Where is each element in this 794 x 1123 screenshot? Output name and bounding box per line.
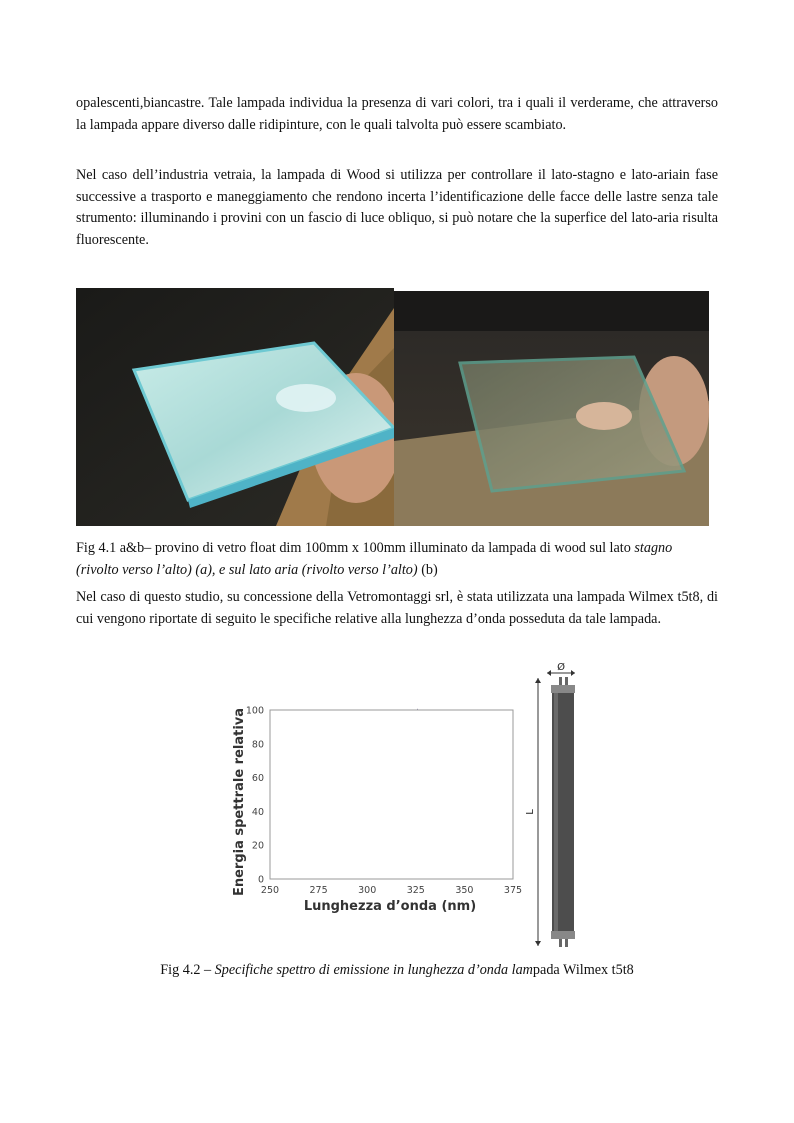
- x-tick-label: 300: [358, 885, 377, 896]
- x-tick-label: 325: [406, 885, 425, 896]
- paragraph-1: opalescenti,biancastre. Tale lampada individua la presenza di vari colori, tra i quali il verderame, che attraverso la lampada appare diverso dalle ridipinture, con le quali talvolta può essere scambiato.: [76, 95, 718, 133]
- paragraph-3: Nel caso di questo studio, su concessione della Vetromontaggi srl, è stata utilizzata una lampada Wilmex t5t8, di cui vengono riportate di seguito le specifiche relative alla lunghezza d’onda posseduta da tale lampada.: [76, 589, 718, 627]
- x-axis-label: Lunghezza d’onda (nm): [303, 899, 477, 914]
- plot-frame: [270, 710, 513, 879]
- x-tick-label: 250: [260, 885, 280, 896]
- x-tick-label: 275: [309, 885, 328, 896]
- y-tick-label: 60: [251, 773, 264, 785]
- y-tick-label: 100: [245, 705, 264, 717]
- y-tick-label: 80: [251, 739, 264, 751]
- y-tick-labels: [246, 706, 264, 886]
- lamp-pin-top-right: [565, 677, 568, 686]
- fig-4-2-caption: Fig 4.2 – Specifiche spettro di emissione in lunghezza d’onda lampada Wilmex t5t8: [160, 962, 634, 978]
- lamp-pin-top-left: [559, 677, 562, 686]
- lamp-cap-top: [551, 685, 575, 693]
- x-tick-label: 350: [455, 885, 474, 896]
- x-tick-label: 375: [503, 885, 523, 896]
- x-tick-labels: [261, 885, 522, 896]
- lamp-pin-bottom-right: [565, 939, 568, 947]
- chart-axes: [270, 710, 513, 879]
- diameter-label: Ø: [557, 662, 565, 673]
- lamp-cap-bottom: [551, 931, 575, 939]
- emission-spectrum-chart: [226, 690, 526, 915]
- y-tick-label: 20: [251, 840, 264, 852]
- fig-4-1-caption: Fig 4.1 a&b– provino di vetro float dim 100mm x 100mm illuminato da lampada di wood sul lato stagno (rivolto verso l’alto) (a), e sul lato aria (rivolto verso l’alto) (b): [76, 540, 673, 578]
- lamp-pin-bottom-left: [559, 939, 562, 947]
- lamp-drawing: [524, 660, 584, 950]
- y-axis-label: Energia spettrale relativa: [232, 707, 247, 897]
- photo-glass-tin-side: [76, 288, 394, 526]
- photo-glass-air-side: [394, 291, 709, 526]
- paragraph-2: Nel caso dell’industria vetraia, la lampada di Wood si utilizza per controllare il lato-stagno e lato-ariain fase successive a trasporto e maneggiamento che rendono incerta l’identificazione delle facce delle lastre senza tale strumento: illuminando i provini con un fascio di luce obliquo, si può notare che la superfice del lato-aria risulta fluorescente.: [76, 167, 718, 248]
- length-label: L: [525, 809, 536, 815]
- y-tick-label: 40: [251, 806, 264, 818]
- y-tick-label: 0: [257, 874, 264, 886]
